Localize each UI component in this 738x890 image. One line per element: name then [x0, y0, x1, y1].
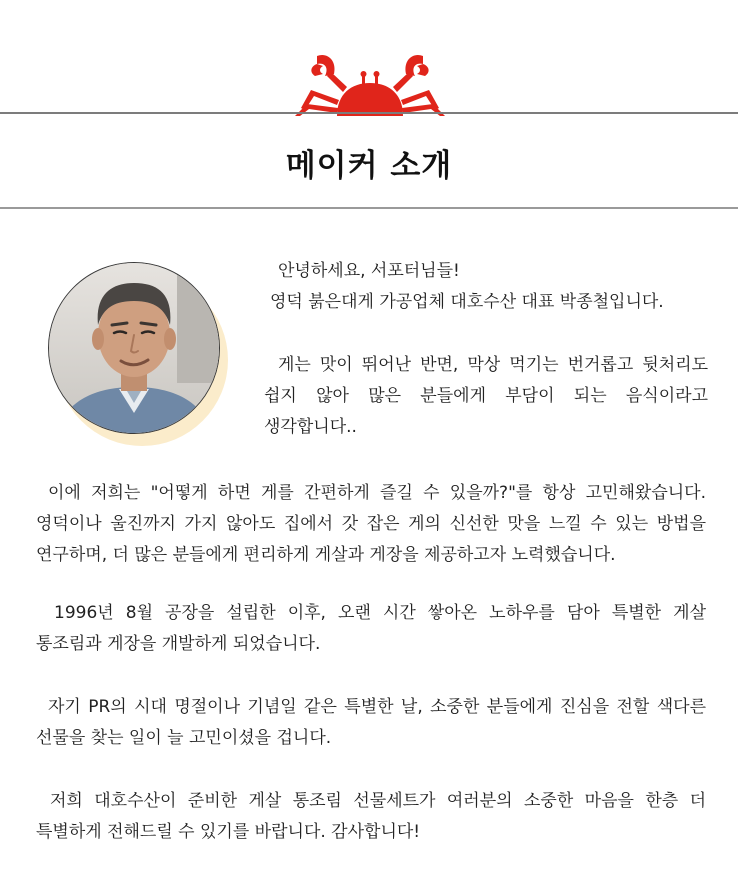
paragraph-line: 이에 저희는 "어떻게 하면 게를 간편하게 즐길 수 있을까?"를 항상 고민해왔습니다. — [48, 483, 706, 503]
crab-icon — [287, 50, 453, 116]
greeting-line: 안녕하세요, 서포터님들! — [278, 261, 460, 281]
crab-intro-text — [264, 350, 708, 443]
page-title: 메이커 소개 — [285, 148, 453, 184]
body-paragraph-2 — [36, 598, 706, 660]
body-paragraph-1 — [36, 478, 706, 571]
paragraph-line: 자기 PR의 시대 명절이나 기념일 같은 특별한 날, 소중한 분들에게 진심을 전할 색다른 — [48, 697, 706, 717]
greeting-line: 영덕 붉은대게 가공업체 대호수산 대표 박종철입니다. — [270, 292, 664, 312]
crab-intro-line: 게는 맛이 뛰어난 반면, 막상 먹기는 번거롭고 뒷처리도 — [278, 355, 708, 375]
ceo-portrait — [48, 262, 220, 434]
header-top-rule — [0, 112, 738, 114]
avatar — [48, 262, 220, 434]
paragraph-line: 저희 대호수산이 준비한 게살 통조림 선물세트가 여러분의 소중한 마음을 한층 더 — [50, 791, 706, 811]
greeting-text — [270, 256, 664, 318]
paragraph-line: 선물을 찾는 일이 늘 고민이셨을 겁니다. — [36, 728, 332, 748]
paragraph-line: 영덕이나 울진까지 가지 않아도 집에서 갓 잡은 게의 신선한 맛을 느낄 수 있는 방법을 — [36, 514, 706, 534]
crab-intro-line: 쉽지 않아 많은 분들에게 부담이 되는 음식이라고 — [264, 386, 708, 406]
paragraph-line: 1996년 8월 공장을 설립한 이후, 오랜 시간 쌓아온 노하우를 담아 특별한 게살 — [54, 603, 706, 623]
paragraph-line: 연구하며, 더 많은 분들에게 편리하게 게살과 게장을 제공하고자 노력했습니다. — [36, 545, 616, 565]
header-bottom-rule — [0, 207, 738, 209]
paragraph-line: 특별하게 전해드릴 수 있기를 바랍니다. 감사합니다! — [36, 822, 421, 842]
paragraph-line: 통조림과 게장을 개발하게 되었습니다. — [36, 634, 321, 654]
body-paragraph-3 — [36, 692, 706, 754]
crab-intro-line: 생각합니다.. — [264, 417, 357, 437]
body-paragraph-4 — [36, 786, 706, 848]
